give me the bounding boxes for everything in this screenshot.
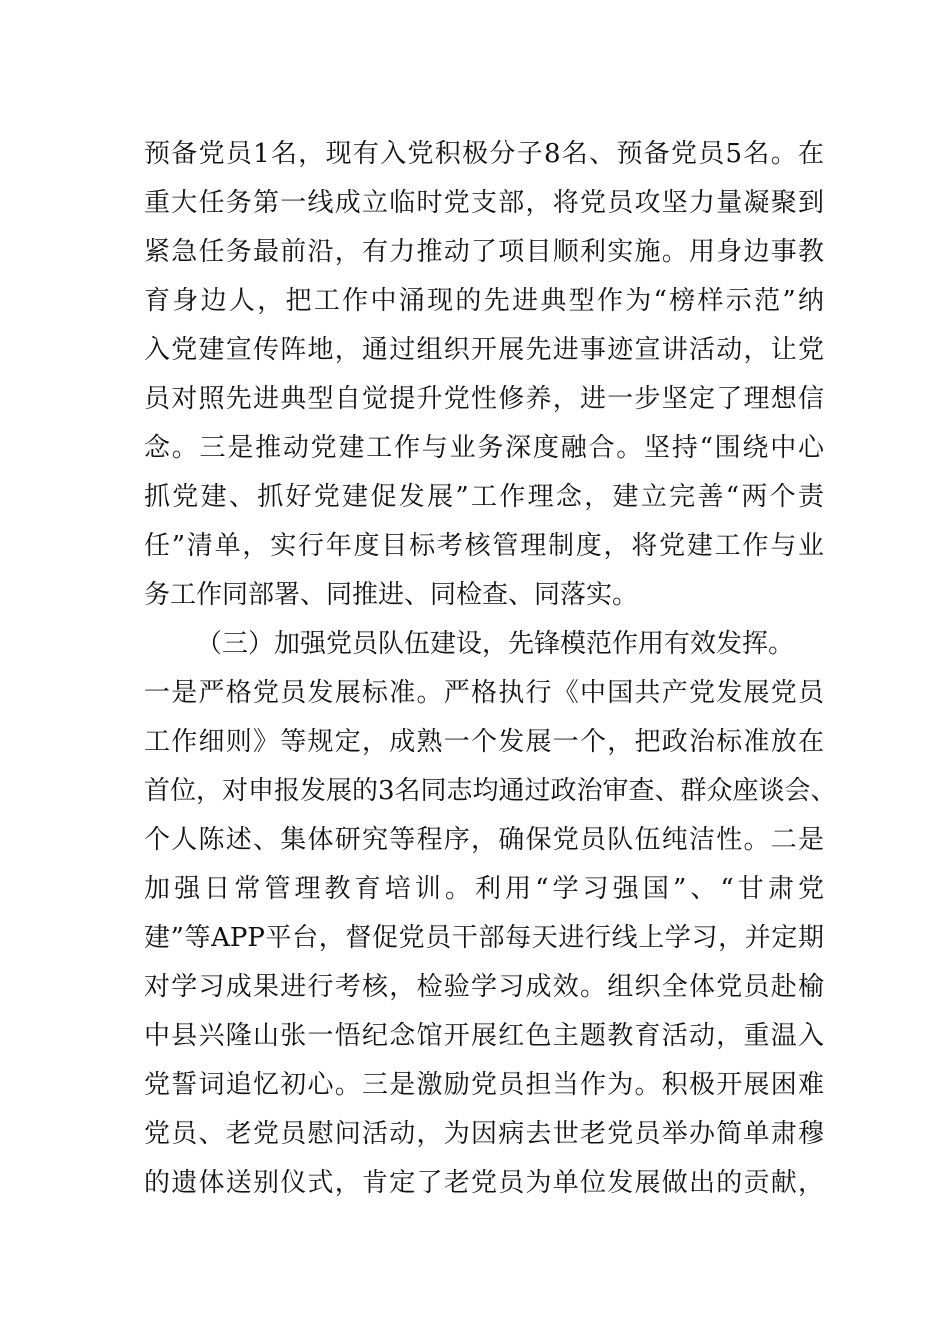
text-line: 任”清单，实行年度目标考核管理制度，将党建工作与业 [144,531,824,561]
text-line: 入党建宣传阵地，通过组织开展先进事迹宣讲活动，让党 [144,335,824,365]
text-line: 重大任务第一线成立临时党支部，将党员攻坚力量凝聚到 [144,188,824,218]
text-line: 的遗体送别仪式，肯定了老党员为单位发展做出的贡献， [144,1168,824,1198]
text-line: 首位，对申报发展的3名同志均通过政治审查、群众座谈会、 [144,776,837,806]
text-line: 工作细则》等规定，成熟一个发展一个，把政治标准放在 [144,727,824,757]
text-line: 育身边人，把工作中涌现的先进典型作为“榜样示范”纳 [144,286,824,316]
text-line: 加强日常管理教育培训。利用“学习强国”、“甘肃党 [144,874,824,904]
text-line: 一是严格党员发展标准。严格执行《中国共产党发展党员 [144,678,824,708]
section-heading: （三）加强党员队伍建设，先锋模范作用有效发挥。 [196,629,795,659]
text-line: 紧急任务最前沿，有力推动了项目顺利实施。用身边事教 [144,237,824,267]
text-line: 党誓词追忆初心。三是激励党员担当作为。积极开展困难 [144,1070,824,1100]
text-line: 员对照先进典型自觉提升党性修养，进一步坚定了理想信 [144,384,824,414]
text-line: 念。三是推动党建工作与业务深度融合。坚持“围绕中心 [144,433,824,463]
text-line: 预备党员1名，现有入党积极分子8名、预备党员5名。在 [144,139,824,169]
text-line: 建”等APP平台，督促党员干部每天进行线上学习，并定期 [144,923,824,953]
text-line: 个人陈述、集体研究等程序，确保党员队伍纯洁性。二是 [144,825,824,855]
text-line: 对学习成果进行考核，检验学习成效。组织全体党员赴榆 [144,972,824,1002]
text-line: 务工作同部署、同推进、同检查、同落实。 [144,580,639,610]
text-line: 党员、老党员慰问活动，为因病去世老党员举办简单肃穆 [144,1119,824,1149]
text-line: 中县兴隆山张一悟纪念馆开展红色主题教育活动，重温入 [144,1021,824,1051]
text-line: 抓党建、抓好党建促发展”工作理念，建立完善“两个责 [144,482,824,512]
